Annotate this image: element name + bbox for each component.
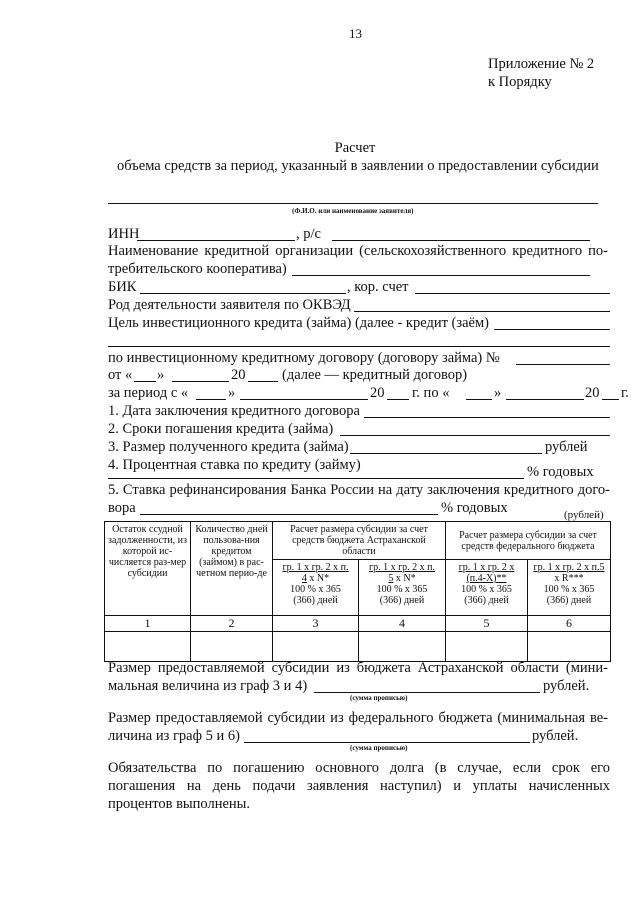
purpose-field[interactable] (494, 329, 610, 330)
applicant-name-line (108, 203, 598, 204)
applicant-caption: (Ф.И.О. или наименование заявителя) (292, 207, 414, 215)
obligations-line-3: процентов выполнены. (108, 796, 251, 812)
period-from-close: » (228, 385, 236, 401)
data-cell-3[interactable] (273, 632, 359, 662)
appendix-line-1: Приложение № 2 (488, 56, 595, 72)
kor-schet-label: , кор. счет (347, 279, 409, 295)
okved-field[interactable] (354, 311, 610, 312)
col-1-header (105, 522, 191, 616)
col-6-denominator: 100 % х 365 (543, 584, 595, 595)
credit-org-line-2: требительского кооператива) (108, 261, 287, 277)
col-6-formula (528, 560, 611, 616)
bik-label: БИК (108, 279, 137, 295)
period-to-day-field[interactable] (466, 399, 492, 400)
dalee-text: (далее — кредитный договор) (282, 367, 468, 383)
col-4-denominator: 100 % х 365 (376, 584, 428, 595)
col-4-formula-suffix: х N* (395, 573, 416, 584)
col-2-header-text: Количество дней пользова-ния кредитом (займом) в рас-четном перио-де (195, 524, 268, 579)
col-number-3: 3 (273, 616, 359, 632)
data-cell-1[interactable] (105, 632, 191, 662)
col-5-formula-top: гр. 1 х гр. 2 х (458, 562, 515, 573)
regional-unit: рублей. (543, 678, 590, 694)
col-4-days: (366) дней (379, 595, 425, 606)
regional-sum-field[interactable] (314, 692, 540, 693)
rs-field[interactable] (332, 240, 590, 241)
item-4-field[interactable] (108, 478, 524, 479)
col-4-formula-top: гр. 1 х гр. 2 х п. (368, 562, 436, 573)
period-to-close: » (494, 385, 502, 401)
period-from-day-field[interactable] (196, 399, 226, 400)
data-cell-4[interactable] (359, 632, 446, 662)
federal-text-1: Размер предоставляемой субсидии из федерального бюджета (минимальная ве- (108, 710, 608, 726)
contract-label: по инвестиционному кредитному договору (договору займа) № (108, 350, 500, 366)
title-line-2: объема средств за период, указанный в заявлении о предоставлении субсидии (117, 158, 599, 174)
col-3-formula-suffix: х N* (309, 573, 330, 584)
ot-year-field[interactable] (248, 381, 278, 382)
obligations-line-1: Обязательства по погашению основного долга (в случае, если срок его (108, 760, 610, 776)
federal-group-text: Расчет размера субсидии за счет средств федерального бюджета (459, 529, 597, 552)
item-5-field[interactable] (140, 514, 438, 515)
rs-label: , р/с (296, 226, 321, 242)
regional-group-header (273, 522, 446, 560)
period-from-year-prefix: 20 (370, 385, 385, 401)
period-to-year-field[interactable] (602, 399, 619, 400)
col-5-days: (366) дней (464, 595, 509, 606)
item-5-unit: % годовых (441, 500, 508, 516)
item-1-field[interactable] (364, 417, 610, 418)
item-2-field[interactable] (340, 435, 610, 436)
federal-text-2: личина из граф 5 и 6) (108, 728, 240, 744)
col-6-formula-top: гр. 1 х гр. 2 х п.5 (533, 562, 605, 573)
ot-month-field[interactable] (172, 381, 229, 382)
data-cell-2[interactable] (191, 632, 273, 662)
credit-org-field[interactable] (292, 275, 590, 276)
item-3-field[interactable] (350, 453, 542, 454)
page-number: 13 (349, 26, 362, 41)
period-end-g: г. (621, 385, 629, 401)
ot-close-quote: » (157, 367, 165, 383)
col-number-6: 6 (528, 616, 611, 632)
table-unit: (рублей) (564, 509, 604, 521)
purpose-label: Цель инвестиционного кредита (займа) (далее - кредит (заём) (108, 315, 489, 331)
item-3-label: 3. Размер полученного кредита (займа) (108, 439, 349, 455)
period-label: за период с « (108, 385, 189, 401)
federal-unit: рублей. (532, 728, 579, 744)
kor-schet-field[interactable] (415, 293, 610, 294)
item-5-line-1: 5. Ставка рефинансирования Банка России на дату заключения кредитного дого- (108, 482, 610, 498)
col-5-formula-mid: (п.4-Х)** (466, 573, 507, 584)
federal-sum-caption: (сумма прописью) (350, 744, 408, 752)
item-5-line-2: вора (108, 500, 136, 516)
title-line-1: Расчет (334, 140, 376, 156)
ot-day-field[interactable] (134, 381, 156, 382)
bik-field[interactable] (140, 293, 346, 294)
federal-group-header (446, 522, 611, 560)
period-to-month-field[interactable] (506, 399, 584, 400)
col-3-formula (273, 560, 359, 616)
col-3-formula-mid: 4 (301, 573, 307, 584)
credit-org-line-1: Наименование кредитной организации (сельскохозяйственного кредитного по- (108, 243, 608, 259)
col-5-denominator: 100 % х 365 (461, 584, 512, 595)
ot-label: от « (108, 367, 133, 383)
data-cell-5[interactable] (446, 632, 528, 662)
appendix-line-2: к Порядку (488, 74, 552, 90)
federal-sum-field[interactable] (244, 742, 530, 743)
contract-number-field[interactable] (516, 364, 610, 365)
obligations-line-2: погашения на день подачи заявления наступил) и уплаты начисленных (108, 778, 610, 794)
col-6-formula-mid: х R*** (554, 573, 584, 584)
regional-sum-caption: (сумма прописью) (350, 694, 408, 702)
col-4-formula (359, 560, 446, 616)
col-number-5: 5 (446, 616, 528, 632)
col-2-header (191, 522, 273, 616)
ot-year-prefix: 20 (231, 367, 246, 383)
col-number-1: 1 (105, 616, 191, 632)
col-6-days: (366) дней (546, 595, 592, 606)
item-2-label: 2. Сроки погашения кредита (займа) (108, 421, 334, 437)
inn-label: ИНН (108, 226, 140, 242)
col-3-days: (366) дней (293, 595, 338, 606)
okved-label: Род деятельности заявителя по ОКВЭД (108, 297, 351, 313)
subsidy-table (104, 521, 611, 662)
item-4-unit: % годовых (527, 464, 594, 480)
period-to-year-prefix: 20 (585, 385, 600, 401)
period-from-year-field[interactable] (387, 399, 409, 400)
period-from-month-field[interactable] (240, 399, 368, 400)
period-po-label: г. по « (412, 385, 450, 401)
col-3-formula-top: гр. 1 х гр. 2 х п. (282, 562, 349, 573)
col-1-header-text: Остаток ссудной задолженности, из которой ис-числяется раз-мер субсидии (108, 524, 187, 579)
data-cell-6[interactable] (528, 632, 611, 662)
regional-group-text: Расчет размера субсидии за счет средств бюджета Астраханской области (290, 524, 428, 557)
inn-field[interactable] (137, 240, 295, 241)
regional-text-1: Размер предоставляемой субсидии из бюджета Астраханской области (мини- (108, 660, 608, 676)
col-3-denominator: 100 % х 365 (290, 584, 341, 595)
col-4-formula-mid: 5 (388, 573, 394, 584)
col-5-formula (446, 560, 528, 616)
item-3-unit: рублей (545, 439, 588, 455)
col-number-2: 2 (191, 616, 273, 632)
purpose-field-continued[interactable] (108, 346, 610, 347)
item-4-label: 4. Процентная ставка по кредиту (займу) (108, 457, 361, 473)
regional-text-2: мальная величина из граф 3 и 4) (108, 678, 308, 694)
col-number-4: 4 (359, 616, 446, 632)
item-1-label: 1. Дата заключения кредитного договора (108, 403, 360, 419)
